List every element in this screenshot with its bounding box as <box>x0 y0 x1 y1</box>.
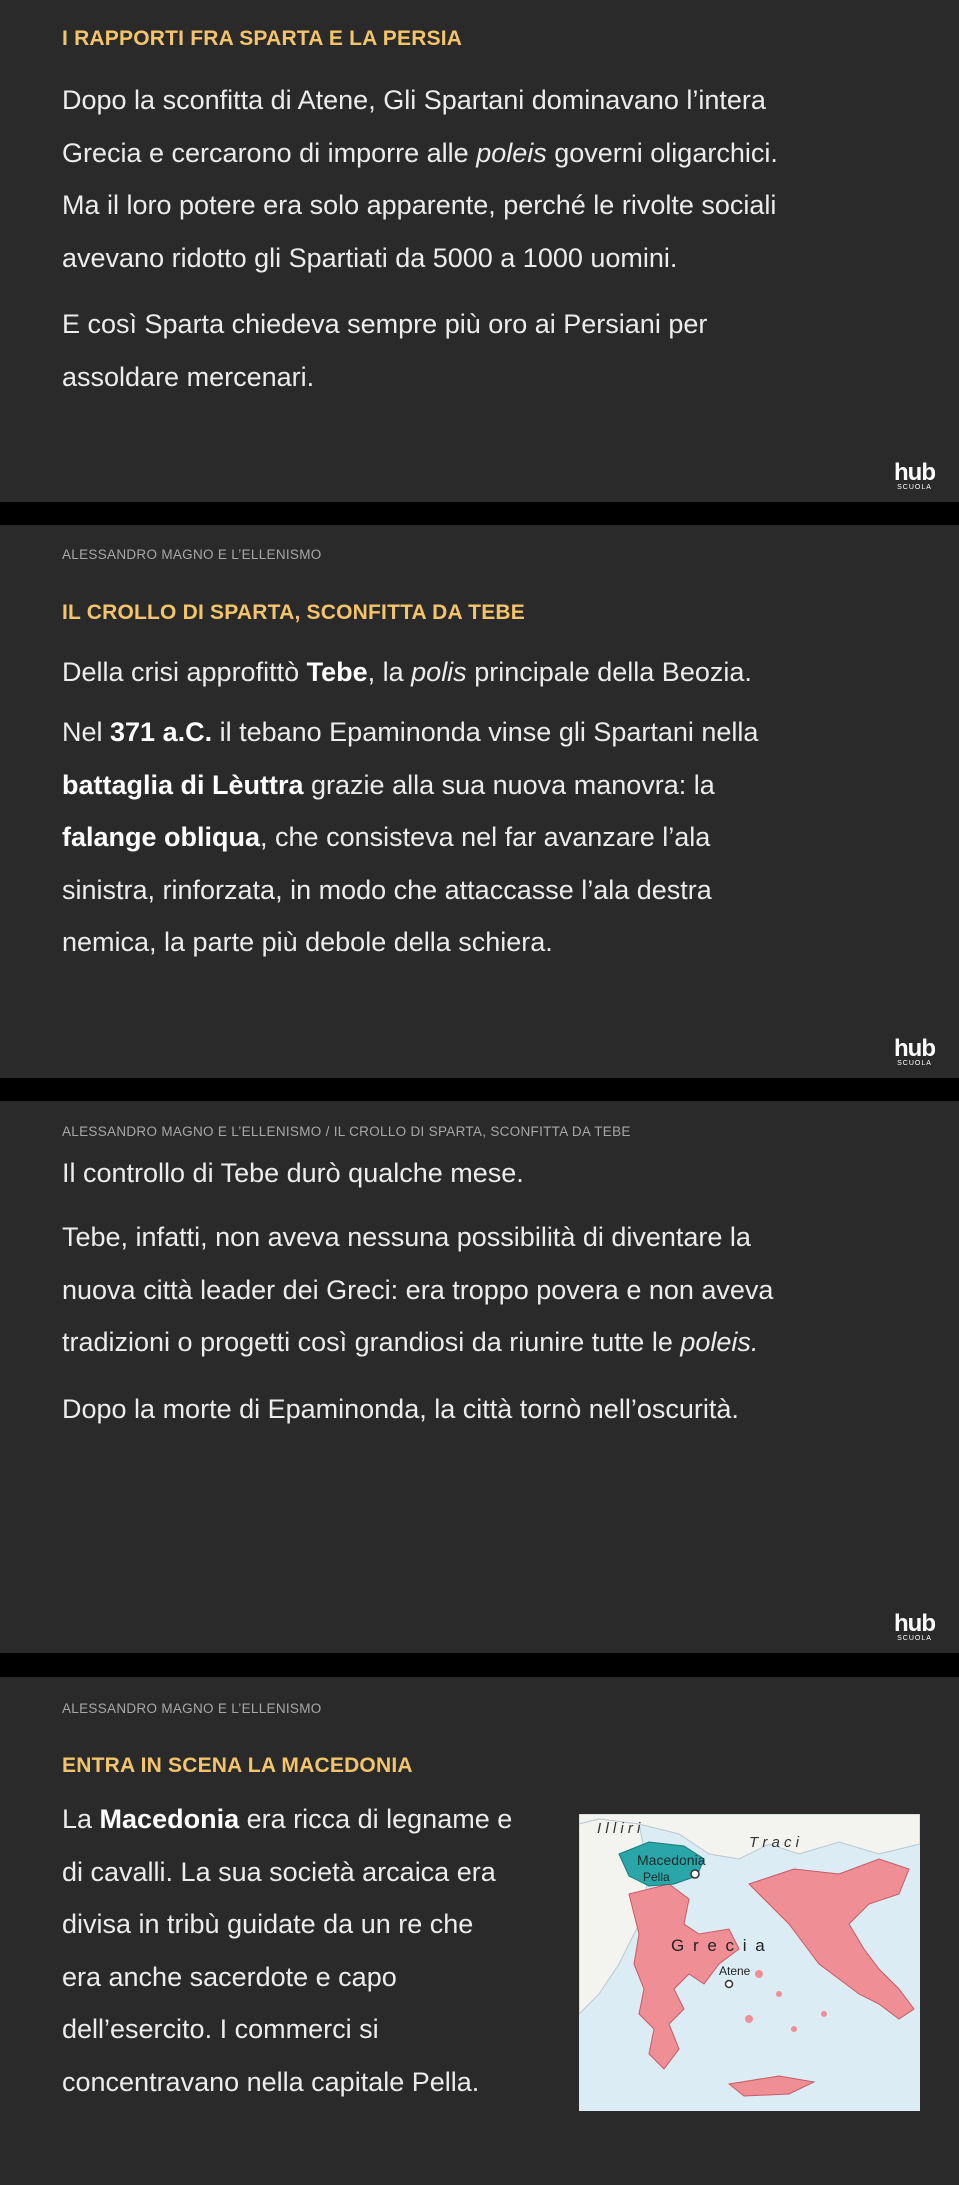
breadcrumb: ALESSANDRO MAGNO E L’ELLENISMO <box>62 547 322 562</box>
label-traci: T r a c i <box>749 1834 800 1851</box>
paragraph-sparta-dominance: Dopo la sconfitta di Atene, Gli Spartani dominavano l’intera Grecia e cercarono di imporre alle poleis governi oligarchici. Ma il loro potere era solo apparente, perché le rivolte sociali avevano ridotto gli Spartiati da 5000 a 1000 uomini. <box>62 85 778 273</box>
label-atene: Atene <box>719 1964 751 1978</box>
label-macedonia: Macedonia <box>637 1852 706 1868</box>
paragraph-tebe-poverty: Tebe, infatti, non aveva nessuna possibilità di diventare la nuova città leader dei Greci: era troppo povera e non aveva tradizioni o progetti così grandiosi da riunire tutte le poleis. <box>62 1222 774 1357</box>
island <box>791 2026 797 2032</box>
paragraph-leuttra: Nel 371 a.C. il tebano Epaminonda vinse gli Spartani nella battaglia di Lèuttra grazie alla sua nuova manovra: la falange obliqua, che consisteva nel far avanzare l’ala sinistra, rinforzata, in modo che attaccasse l’ala destra nemica, la parte più debole della schiera. <box>62 717 759 957</box>
paragraph-epaminonda-death: Dopo la morte di Epaminonda, la città tornò nell’oscurità. <box>62 1394 739 1424</box>
label-illiri: I l l i r i <box>597 1820 641 1837</box>
hub-scuola-logo: hub SCUOLA <box>894 1610 935 1642</box>
breadcrumb: ALESSANDRO MAGNO E L’ELLENISMO <box>62 1701 322 1716</box>
hub-scuola-logo: hub SCUOLA <box>894 459 935 491</box>
pella-marker <box>691 1870 699 1878</box>
crete <box>729 2076 814 2096</box>
island <box>806 1901 812 1907</box>
slide-crollo-sparta <box>0 525 959 1078</box>
italic-term: poleis <box>476 137 547 168</box>
map-drawing <box>579 1814 920 2111</box>
slide-heading: I RAPPORTI FRA SPARTA E LA PERSIA <box>62 27 463 50</box>
island <box>755 1970 763 1978</box>
label-grecia: G r e c i a <box>671 1936 767 1955</box>
greek-colonies-east <box>749 1859 914 2019</box>
island <box>821 2011 827 2017</box>
paragraph-tebe-crisis: Della crisi approfittò Tebe, la polis principale della Beozia. <box>62 657 752 687</box>
paragraph-macedonia: La Macedonia era ricca di legname e di cavalli. La sua società arcaica era divisa in tribù guidate da un re che era anche sacerdote e capo dell’esercito. I commerci si concentravano nella capitale Pella. <box>62 1804 513 2097</box>
slide-heading: ENTRA IN SCENA LA MACEDONIA <box>62 1754 413 1777</box>
paragraph-controllo: Il controllo di Tebe durò qualche mese. <box>62 1158 524 1188</box>
map-greece-macedonia <box>579 1814 920 2111</box>
island <box>776 1991 782 1997</box>
label-pella: Pella <box>643 1870 670 1884</box>
slide-heading: IL CROLLO DI SPARTA, SCONFITTA DA TEBE <box>62 601 525 624</box>
breadcrumb: ALESSANDRO MAGNO E L’ELLENISMO / IL CROLLO DI SPARTA, SCONFITTA DA TEBE <box>62 1124 631 1139</box>
slide-controllo-tebe <box>0 1101 959 1653</box>
slide-sparta-persia <box>0 0 959 502</box>
hub-scuola-logo: hub SCUOLA <box>894 1035 935 1067</box>
slide-macedonia <box>0 1677 959 2185</box>
paragraph-persian-gold: E così Sparta chiedeva sempre più oro ai Persiani per assoldare mercenari. <box>62 309 708 392</box>
island <box>745 2015 753 2023</box>
atene-marker <box>726 1981 733 1988</box>
